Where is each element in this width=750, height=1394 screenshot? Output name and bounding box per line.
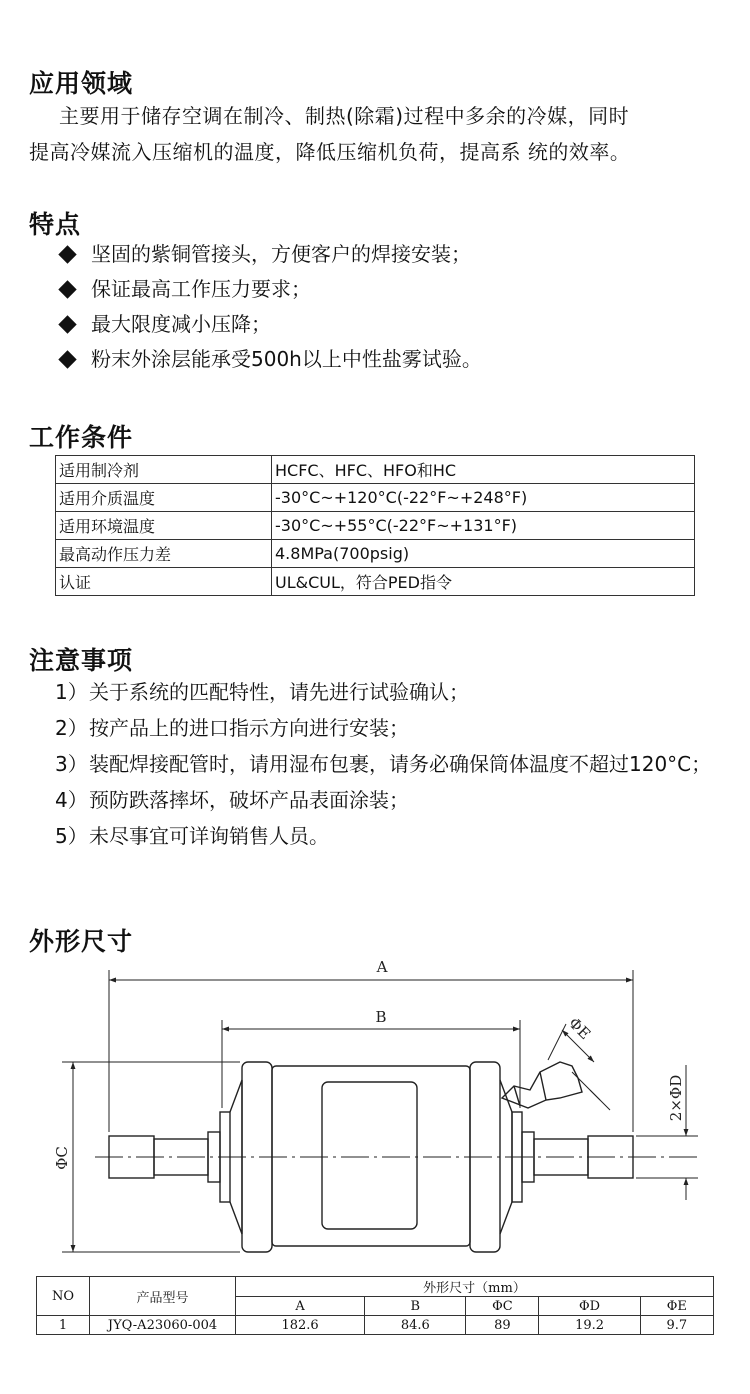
- diamond-bullet-icon: [58, 350, 76, 368]
- label-b: B: [375, 1008, 387, 1026]
- list-item: 1） 关于系统的匹配特性，请先进行试验确认；: [55, 680, 469, 704]
- table-row: 适用环境温度 -30°C~+55°C(-22°F~+131°F): [56, 512, 695, 540]
- label-d: 2×ΦD: [667, 1074, 685, 1122]
- diamond-bullet-icon: [58, 315, 76, 333]
- no-header: NO: [37, 1277, 90, 1316]
- col-header: B: [365, 1297, 466, 1316]
- diamond-bullet-icon: [58, 245, 76, 263]
- col-header: ΦC: [466, 1297, 539, 1316]
- table-row: 适用制冷剂 HCFC、HFC、HFO和HC: [56, 456, 695, 484]
- conditions-table: [55, 455, 695, 596]
- conditions-title: 工作条件: [29, 423, 134, 452]
- feature-item: 粉末外涂层能承受500h以上中性盐雾试验。: [55, 342, 482, 377]
- dimensions-title: 外形尺寸: [29, 927, 134, 956]
- label-a: A: [376, 958, 388, 976]
- list-item: 5） 未尽事宜可详询销售人员。: [55, 824, 329, 848]
- drawing-body: [95, 1062, 700, 1252]
- table-header-row: [37, 1277, 714, 1297]
- application-text: [29, 98, 729, 170]
- feature-item: 保证最高工作压力要求；: [55, 272, 482, 307]
- notes-list: [55, 674, 725, 854]
- list-item: 2） 按产品上的进口指示方向进行安装；: [55, 716, 409, 740]
- group-header: 外形尺寸（mm）: [236, 1277, 714, 1297]
- features-title: 特点: [29, 210, 82, 239]
- list-item: 3） 装配焊接配管时，请用湿布包裹，请务必确保筒体温度不超过120°C；: [55, 752, 712, 776]
- col-header: ΦD: [539, 1297, 640, 1316]
- label-c: ΦC: [53, 1146, 71, 1170]
- table-row: 认证 UL&CUL，符合PED指令: [56, 568, 695, 596]
- list-item: 4） 预防跌落摔坏，破坏产品表面涂装；: [55, 788, 409, 812]
- table-row: 最高动作压力差 4.8MPa(700psig): [56, 540, 695, 568]
- dimensions-table: [36, 1276, 714, 1335]
- features-list: [55, 237, 482, 377]
- notes-title: 注意事项: [29, 646, 134, 675]
- model-header: 产品型号: [90, 1277, 236, 1316]
- col-header: A: [236, 1297, 365, 1316]
- diamond-bullet-icon: [58, 280, 76, 298]
- dimension-labels: [53, 958, 685, 1170]
- application-title: 应用领域: [29, 69, 134, 98]
- application-text-line1: 主要用于储存空调在制冷、制热(除霜)过程中多余的冷媒，同时: [59, 104, 630, 128]
- filter-drier-drawing: [0, 955, 750, 1271]
- table-row: 适用介质温度 -30°C~+120°C(-22°F~+248°F): [56, 484, 695, 512]
- col-header: ΦE: [640, 1297, 713, 1316]
- application-text-line2: 提高冷媒流入压缩机的温度，降低压缩机负荷，提高系 统的效率。: [29, 140, 631, 164]
- feature-item: 坚固的紫铜管接头，方便客户的焊接安装；: [55, 237, 482, 272]
- feature-item: 最大限度减小压降；: [55, 307, 482, 342]
- table-row: 1 JYQ-A23060-004 182.6 84.6 89 19.2 9.7: [37, 1316, 714, 1335]
- label-e: ΦE: [564, 1013, 595, 1044]
